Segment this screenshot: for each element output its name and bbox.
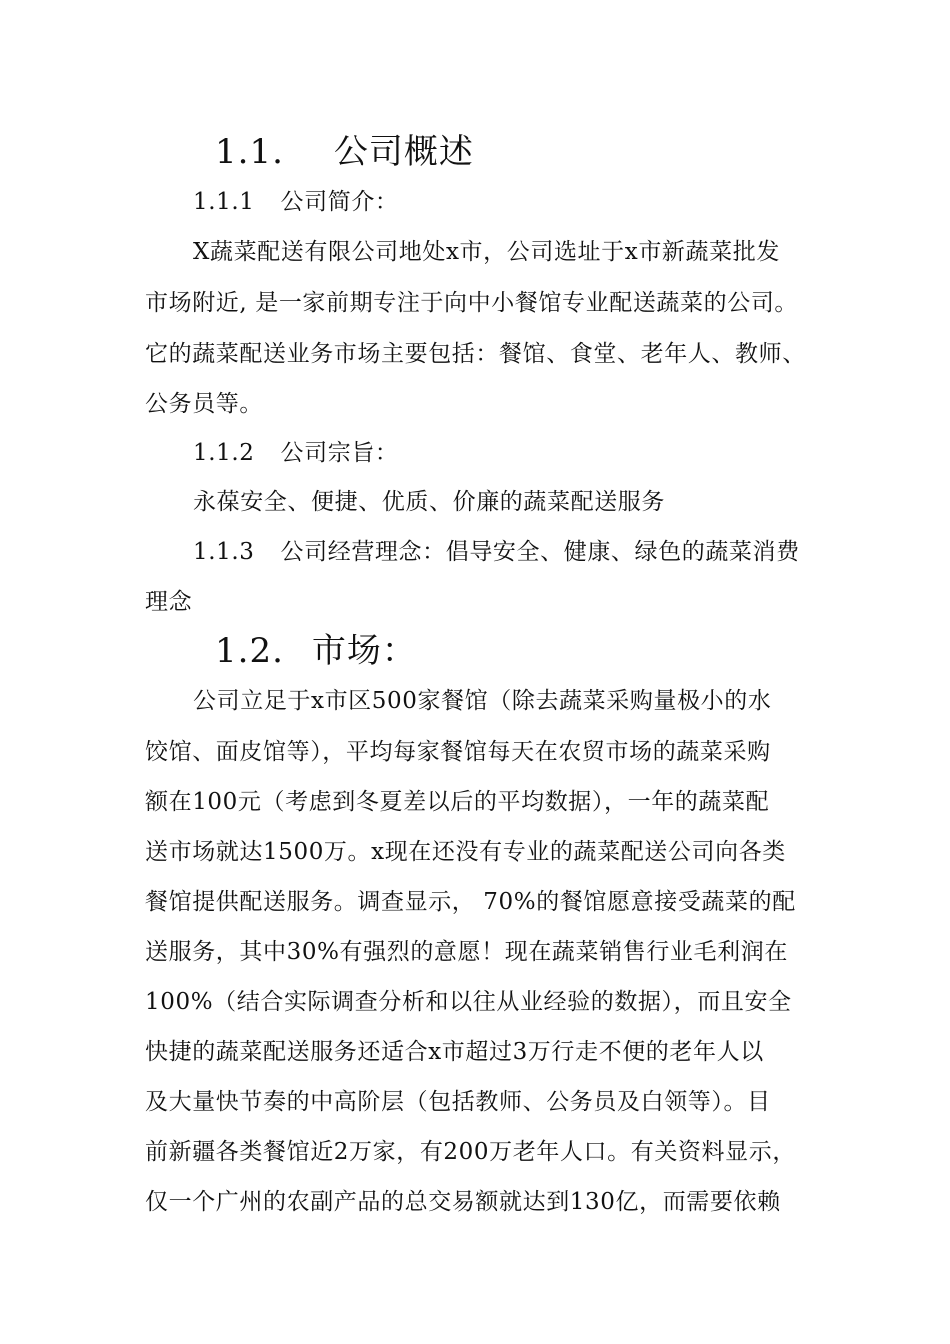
section-heading-1-2 [215,628,417,674]
section-title: 市场： [311,631,417,671]
section-number: 1.1. [215,132,284,172]
paragraph-line: 100%（结合实际调查分析和以往从业经验的数据），而且安全 [145,989,792,1015]
paragraph-line: 餐馆提供配送服务。调查显示， 70%的餐馆愿意接受蔬菜的配 [145,889,796,915]
paragraph-line: 前新疆各类餐馆近2万家，有200万老年人口。有关资料显示， [145,1139,796,1165]
paragraph-line: 饺馆、面皮馆等），平均每家餐馆每天在农贸市场的蔬菜采购 [145,739,771,765]
section-heading-1-1 [215,129,474,175]
paragraph-line: 仅一个广州的农副产品的总交易额就达到130亿，而需要依赖 [145,1189,781,1215]
subsection-title: 公司经营理念：倡导安全、健康、绿色的蔬菜消费 [280,539,800,565]
paragraph-line: 理念 [145,589,193,615]
paragraph-line: 它的蔬菜配送业务市场主要包括：餐馆、食堂、老年人、教师、 [145,341,806,367]
subsection-heading-1-1-3 [193,535,835,569]
purpose-text: 永葆安全、便捷、优质、价廉的蔬菜配送服务 [193,489,665,515]
paragraph-line: 公司立足于x市区500家餐馆（除去蔬菜采购量极小的水 [193,688,772,714]
subsection-title: 公司简介： [280,189,399,215]
section-title: 公司概述 [333,132,474,172]
paragraph-line: 快捷的蔬菜配送服务还适合x市超过3万行走不便的老年人以 [145,1039,764,1065]
subsection-number: 1.1.3 [193,539,255,565]
subsection-number: 1.1.1 [193,189,255,215]
section-number: 1.2. [215,631,284,671]
paragraph-line: 及大量快节奏的中高阶层（包括教师、公务员及白领等）。目 [145,1089,771,1115]
paragraph-line: 送市场就达1500万。x现在还没有专业的蔬菜配送公司向各类 [145,839,786,865]
subsection-heading-1-1-1 [193,185,835,219]
subsection-number: 1.1.2 [193,440,255,466]
paragraph-line: 公务员等。 [145,391,263,417]
subsection-title: 公司宗旨： [280,440,399,466]
paragraph-line: 市场附近, 是一家前期专注于向中小餐馆专业配送蔬菜的公司。 [145,290,799,316]
paragraph-line: X蔬菜配送有限公司地处x市，公司选址于x市新蔬菜批发 [193,239,780,265]
paragraph-line: 送服务，其中30%有强烈的意愿！现在蔬菜销售行业毛利润在 [145,939,788,965]
paragraph-line: 额在100元（考虑到冬夏差以后的平均数据），一年的蔬菜配 [145,789,770,815]
subsection-heading-1-1-2 [193,436,835,470]
